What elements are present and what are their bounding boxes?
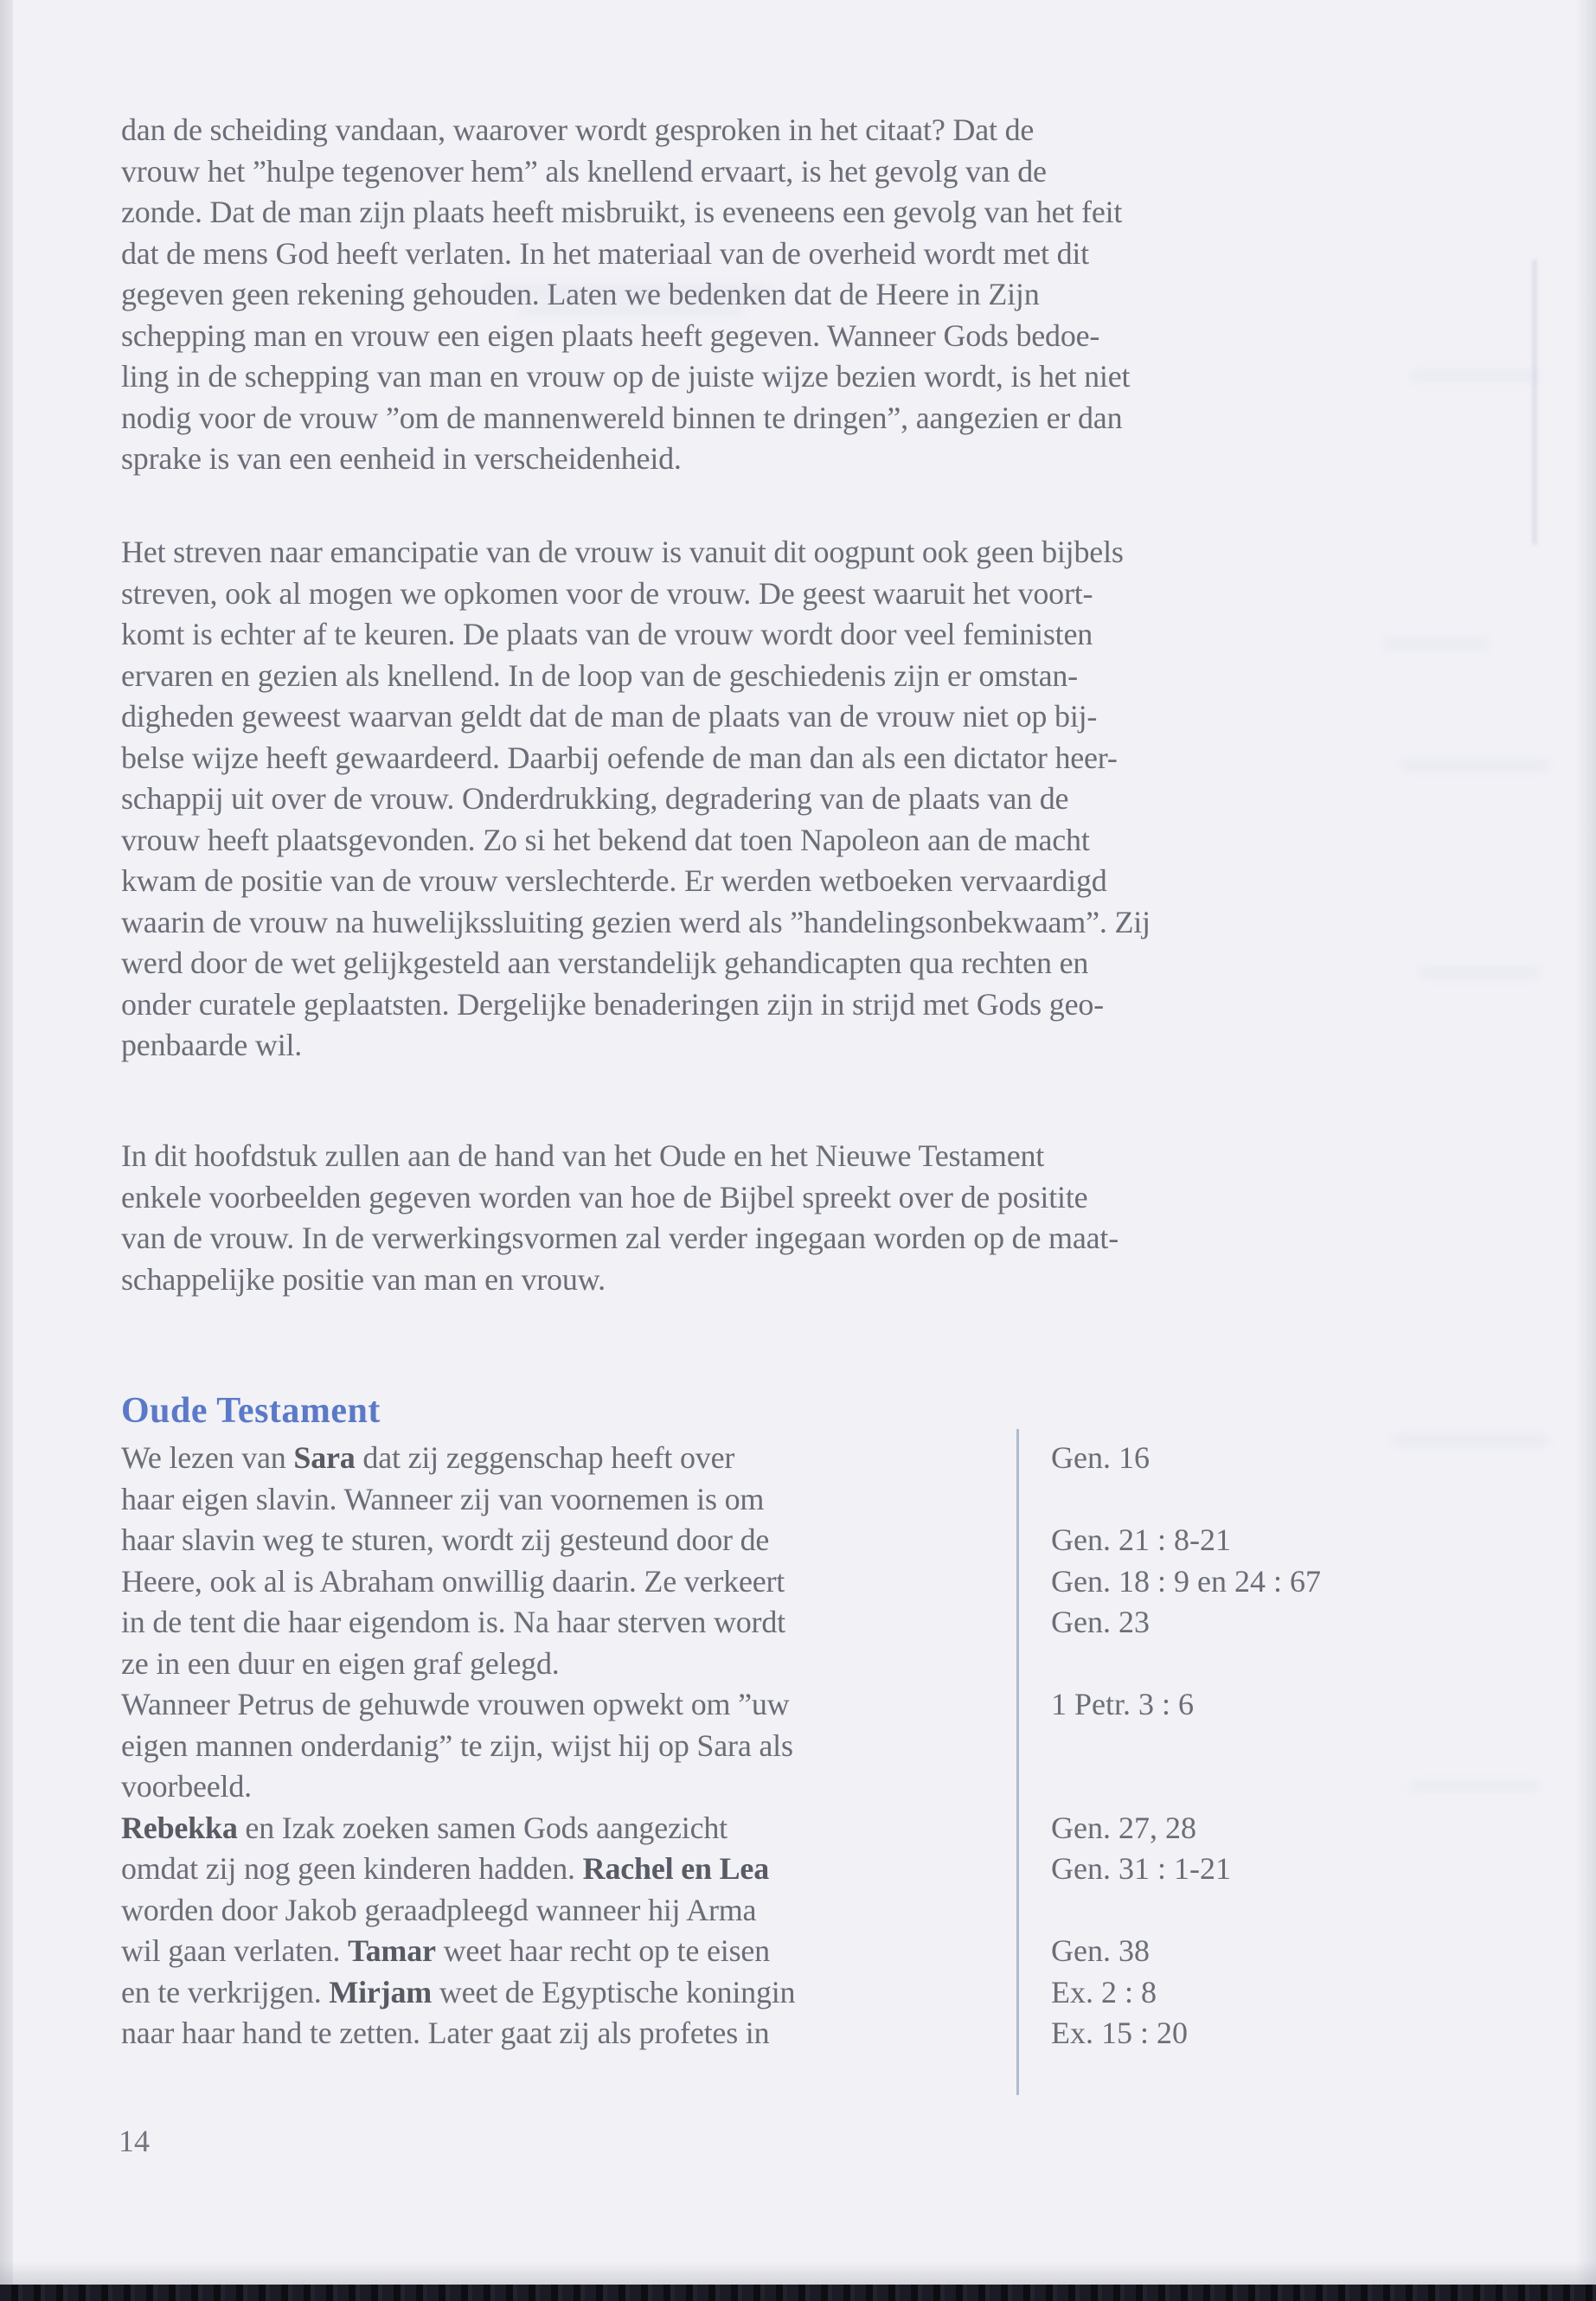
ot-row [121,1438,1393,1479]
ot-row-text: Heere, ook al is Abraham onwillig daarin. Ze verkeert [121,1563,785,1599]
body-paragraph [121,110,1130,480]
page-bottom-shadow [0,2261,1596,2285]
ot-row-text: eigen mannen onderdanig” te zijn, wijst hij op Sara als [121,1727,793,1763]
text-line: schappelijke positie van man en vrouw. [121,1261,606,1297]
scan-left-edge [0,0,13,2301]
book-edge-dark-band [0,2285,1596,2301]
ot-row [121,1849,1393,1890]
text-line: van de vrouw. In de verwerkingsvormen zal verder ingegaan worden op de maat- [121,1221,1119,1255]
old-testament-rows [121,1438,1393,2054]
scripture-reference: Gen. 31 : 1-21 [1051,1851,1231,1886]
scripture-reference: 1 Petr. 3 : 6 [1051,1687,1195,1721]
ot-row [121,1684,1393,1726]
text-line: ervaren en gezien als knellend. In de loop van de geschiedenis zijn er omstan- [121,657,1078,693]
text-line: zonde. Dat de man zijn plaats heeft misbruikt, is eveneens een gevolg van het feit [121,195,1123,229]
ot-row-text: voorbeeld. [121,1769,252,1804]
text-line: dan de scheiding vandaan, waarover wordt gesproken in het citaat? Dat de [121,112,1035,147]
ot-row-text: Wanneer Petrus de gehuwde vrouwen opwekt om ”uw [121,1687,790,1721]
ot-row [121,1479,1393,1521]
bleedthrough-artifact [1533,260,1536,545]
bleedthrough-artifact [1419,969,1540,977]
text-line: onder curatele geplaatsten. Dergelijke benaderingen zijn in strijd met Gods geo- [121,986,1104,1022]
bleedthrough-artifact [1401,761,1548,770]
text-line: dat de mens God heeft verlaten. In het materiaal van de overheid wordt met dit [121,235,1089,271]
ot-row [121,1766,1393,1808]
ot-row-text: worden door Jakob geraadpleegd wanneer hij Arma [121,1892,757,1927]
bleedthrough-artifact [1410,1782,1540,1790]
scripture-reference: Ex. 15 : 20 [1051,2016,1188,2050]
scripture-reference: Gen. 16 [1051,1440,1150,1475]
ot-row [121,1808,1393,1849]
text-line: vrouw heeft plaatsgevonden. Zo si het bekend dat toen Napoleon aan de macht [121,822,1090,857]
text-line: gegeven geen rekening gehouden. Laten we bedenken dat de Heere in Zijn [121,277,1040,311]
text-line: penbaarde wil. [121,1028,303,1062]
ot-row-text: Rebekka en Izak zoeken samen Gods aangezicht [121,1810,727,1845]
text-line: sprake is van een eenheid in verscheidenheid. [121,441,682,476]
text-line: belse wijze heeft gewaardeerd. Daarbij oefende de man dan als een dictator heer- [121,740,1118,775]
ot-row [121,1931,1393,1972]
text-line: waarin de vrouw na huwelijkssluiting gezien werd als ”handelingsonbekwaam”. Zij [121,904,1151,939]
ot-row [121,1726,1393,1767]
ot-row [121,1890,1393,1932]
ot-row-text: We lezen van Sara dat zij zeggenschap heeft over [121,1440,735,1475]
text-line: enkele voorbeelden gegeven worden van hoe de Bijbel spreekt over de positite [121,1179,1088,1215]
text-line: nodig voor de vrouw ”om de mannenwereld binnen te dringen”, aangezien er dan [121,400,1123,435]
text-line: kwam de positie van de vrouw verslechterde. Er werden wetboeken vervaardigd [121,863,1107,898]
ot-row-text: ze in een duur en eigen graf gelegd. [121,1645,560,1681]
text-line: ling in de schepping van man en vrouw op de juiste wijze bezien wordt, is het niet [121,359,1131,394]
section-heading-oude-testament: Oude Testament [121,1391,381,1431]
scripture-reference: Gen. 27, 28 [1051,1810,1196,1845]
body-paragraph [121,532,1151,1067]
text-line: Het streven naar emancipatie van de vrouw is vanuit dit oogpunt ook geen bijbels [121,535,1124,569]
ot-row-text: haar eigen slavin. Wanneer zij van voornemen is om [121,1481,765,1516]
ot-row [121,2013,1393,2054]
body-paragraph [121,1136,1118,1300]
text-line: digheden geweest waarvan geldt dat de man de plaats van de vrouw niet op bij- [121,699,1098,734]
text-line: streven, ook al mogen we opkomen voor de vrouw. De geest waaruit het voort- [121,575,1093,611]
ot-row-text: en te verkrijgen. Mirjam weet de Egyptische koningin [121,1974,796,2009]
scripture-reference: Gen. 21 : 8-21 [1051,1522,1231,1557]
ot-row [121,1644,1393,1685]
scripture-reference: Gen. 38 [1051,1933,1150,1968]
scripture-reference: Gen. 23 [1051,1605,1150,1639]
ot-row [121,1972,1393,2014]
ot-row-text: in de tent die haar eigendom is. Na haar sterven wordt [121,1605,785,1639]
bleedthrough-artifact [1393,1436,1548,1445]
ot-row-text: wil gaan verlaten. Tamar weet haar recht op te eisen [121,1933,770,1968]
ot-row-text: naar haar hand te zetten. Later gaat zij als profetes in [121,2016,770,2050]
text-line: komt is echter af te keuren. De plaats van de vrouw wordt door veel feministen [121,617,1093,651]
ot-row [121,1520,1393,1561]
text-line: schappij uit over de vrouw. Onderdrukking, degradering van de plaats van de [121,781,1069,816]
bleedthrough-artifact [1384,640,1488,648]
text-line: In dit hoofdstuk zullen aan de hand van het Oude en het Nieuwe Testament [121,1138,1045,1173]
scripture-reference: Ex. 2 : 8 [1051,1974,1157,2009]
ot-row-text: omdat zij nog geen kinderen hadden. Rachel en Lea [121,1851,770,1886]
ot-row-text: haar slavin weg te sturen, wordt zij gesteund door de [121,1522,770,1557]
text-line: schepping man en vrouw een eigen plaats heeft gegeven. Wanneer Gods bedoe- [121,317,1100,353]
text-line: werd door de wet gelijkgesteld aan verstandelijk gehandicapten qua rechten en [121,945,1089,980]
ot-row [121,1561,1393,1603]
scripture-reference: Gen. 18 : 9 en 24 : 67 [1051,1563,1321,1599]
scan-right-edge [1575,0,1596,2301]
ot-row [121,1602,1393,1644]
column-divider-line [1016,1429,1019,2095]
text-line: vrouw het ”hulpe tegenover hem” als knellend ervaart, is het gevolg van de [121,153,1047,189]
bleedthrough-artifact [1410,372,1540,380]
page-number: 14 [119,2124,150,2158]
